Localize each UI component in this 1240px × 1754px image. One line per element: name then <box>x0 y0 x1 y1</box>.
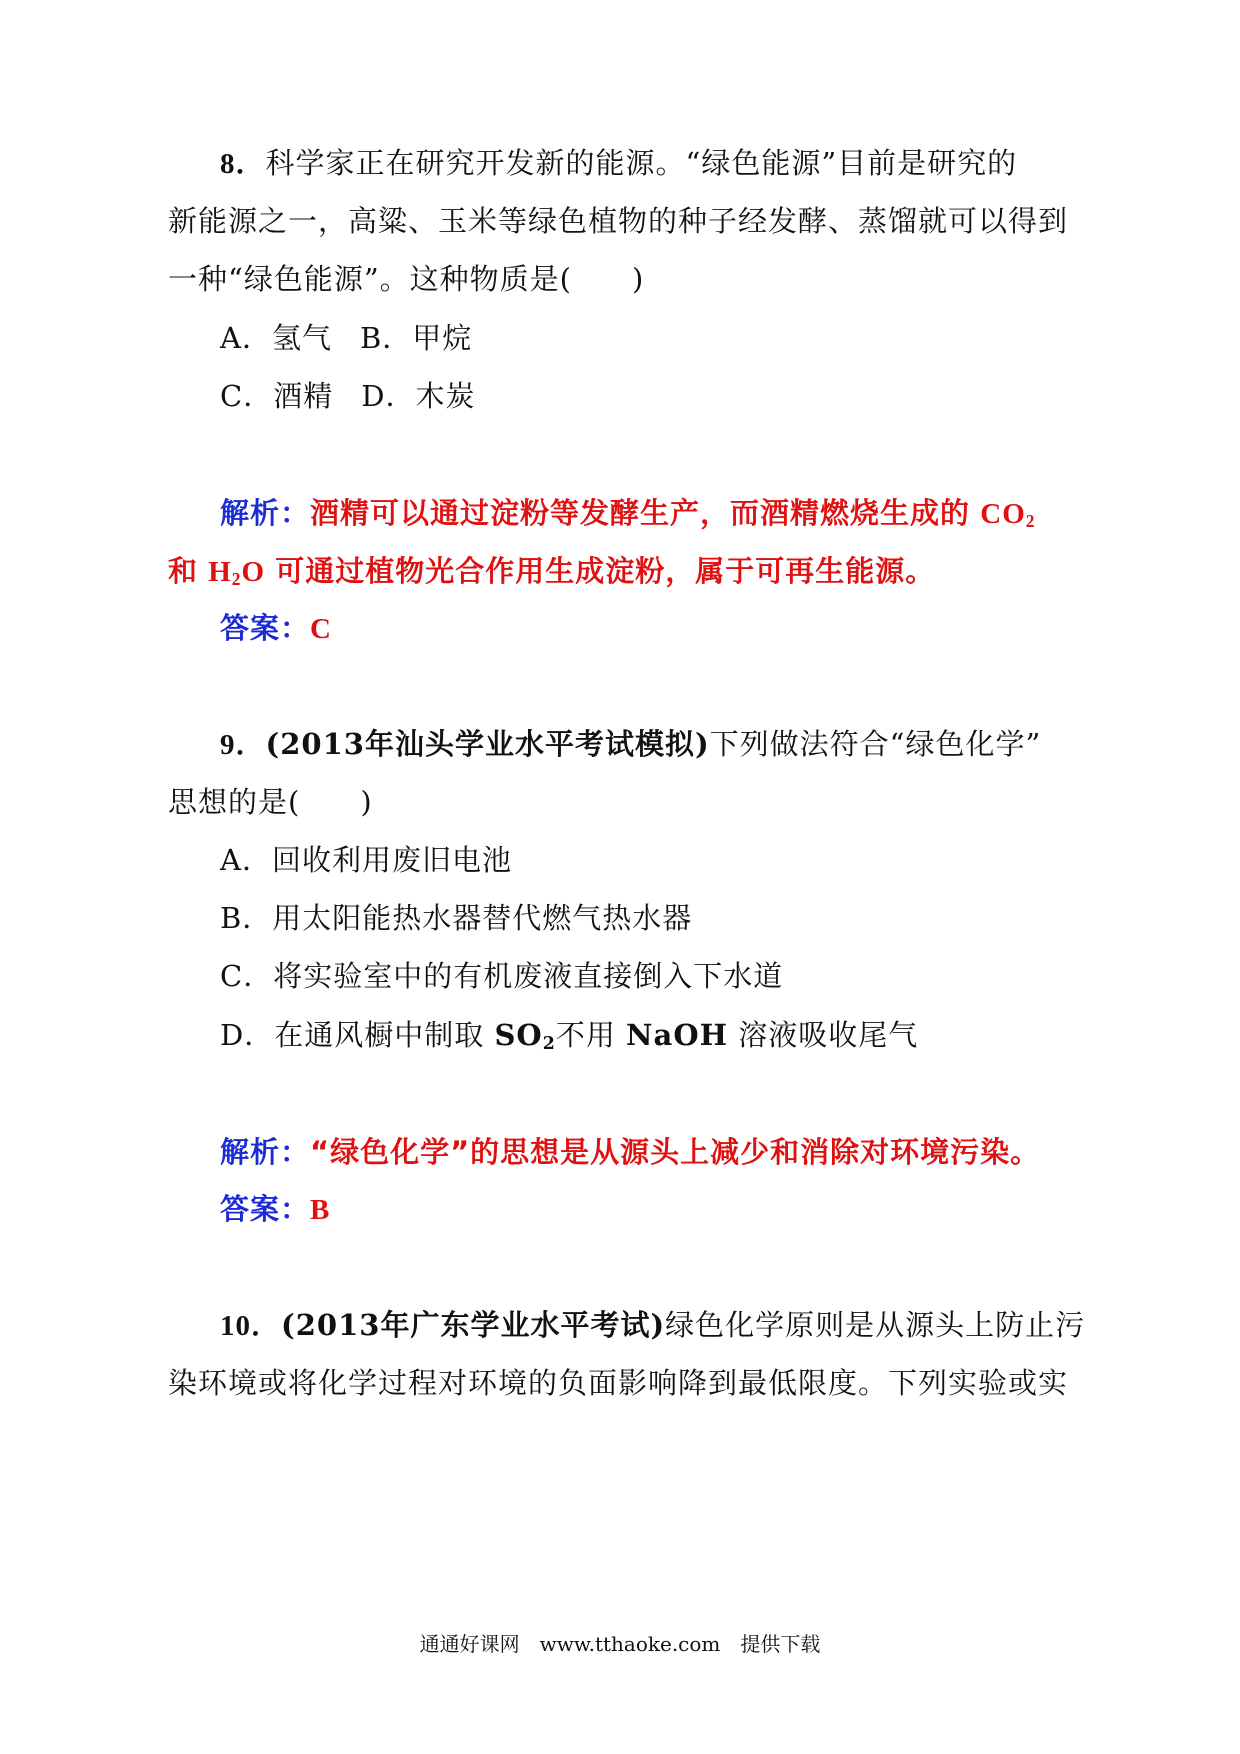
q9-option-c: C．将实验室中的有机废液直接倒入下水道 <box>220 959 784 993</box>
q9-source: (2013年汕头学业水平考试模拟) <box>265 727 710 761</box>
q8-analysis-line1 <box>220 493 1035 541</box>
page-footer: 通通好课网 www.tthaoke.com 提供下载 <box>419 1632 821 1656</box>
q9-line1 <box>220 724 1041 765</box>
q9-analysis <box>220 1132 1040 1172</box>
q8-number: 8． <box>220 148 266 180</box>
q10-line1 <box>220 1305 1085 1346</box>
q8-answer-label: 答案： <box>220 611 311 645</box>
q9-analysis-label: 解析： <box>220 1135 311 1169</box>
q10-stem-line1: 绿色化学原则是从源头上防止污 <box>665 1308 1086 1342</box>
q9-option-d: D．在通风橱中制取 $SO_2$不用 NaOH 溶液吸收尾气 <box>220 1018 919 1054</box>
q10-line2: 染环境或将化学过程对环境的负面影响降到最低限度。下列实验或实 <box>168 1366 1069 1400</box>
q9-analysis-text: “绿色化学”的思想是从源头上减少和消除对环境污染。 <box>310 1135 1041 1169</box>
q8-option-b: B．甲烷 <box>359 321 473 355</box>
q8-answer-value: C <box>310 613 332 645</box>
q8-option-c: C．酒精 <box>220 379 334 413</box>
q9-answer-label: 答案： <box>220 1192 311 1226</box>
q9-number: 9． <box>220 729 266 761</box>
q8-analysis-co2: $CO_2$ <box>980 498 1036 531</box>
q9-answer <box>220 1189 330 1230</box>
q9-line2: 思想的是( ) <box>168 785 373 819</box>
q9-option-a: A．回收利用废旧电池 <box>220 843 512 877</box>
q8-analysis-text2: 可通过植物光合作用生成淀粉，属于可再生能源。 <box>275 554 936 588</box>
q8-line3: 一种“绿色能源”。这种物质是( ) <box>168 262 645 296</box>
q8-answer <box>220 608 332 649</box>
q8-stem-line1: 科学家正在研究开发新的能源。“绿色能源”目前是研究的 <box>265 146 1018 180</box>
q10-source: (2013年广东学业水平考试) <box>281 1308 666 1342</box>
q8-option-d: D．木炭 <box>361 379 476 413</box>
q9-answer-value: B <box>310 1194 331 1226</box>
q8-line2: 新能源之一，高粱、玉米等绿色植物的种子经发酵、蒸馏就可以得到 <box>168 204 1069 238</box>
q10-number: 10． <box>220 1310 282 1342</box>
q9-stem-line1: 下列做法符合“绿色化学” <box>709 727 1042 761</box>
q8-analysis-label: 解析： <box>220 496 311 530</box>
q8-options-row2 <box>220 376 475 416</box>
q8-analysis-text1: 酒精可以通过淀粉等发酵生产，而酒精燃烧生成的 <box>310 496 971 530</box>
q8-analysis-line2 <box>168 551 935 599</box>
q8-analysis-he: 和 <box>168 554 199 588</box>
q9-option-b: B．用太阳能热水器替代燃气热水器 <box>220 901 693 935</box>
q8-option-a: A．氢气 <box>220 321 332 355</box>
q8-options-row1 <box>220 318 472 358</box>
q8-analysis-h2o: $H_2O$ <box>208 556 266 589</box>
q8-line1 <box>220 143 1017 184</box>
